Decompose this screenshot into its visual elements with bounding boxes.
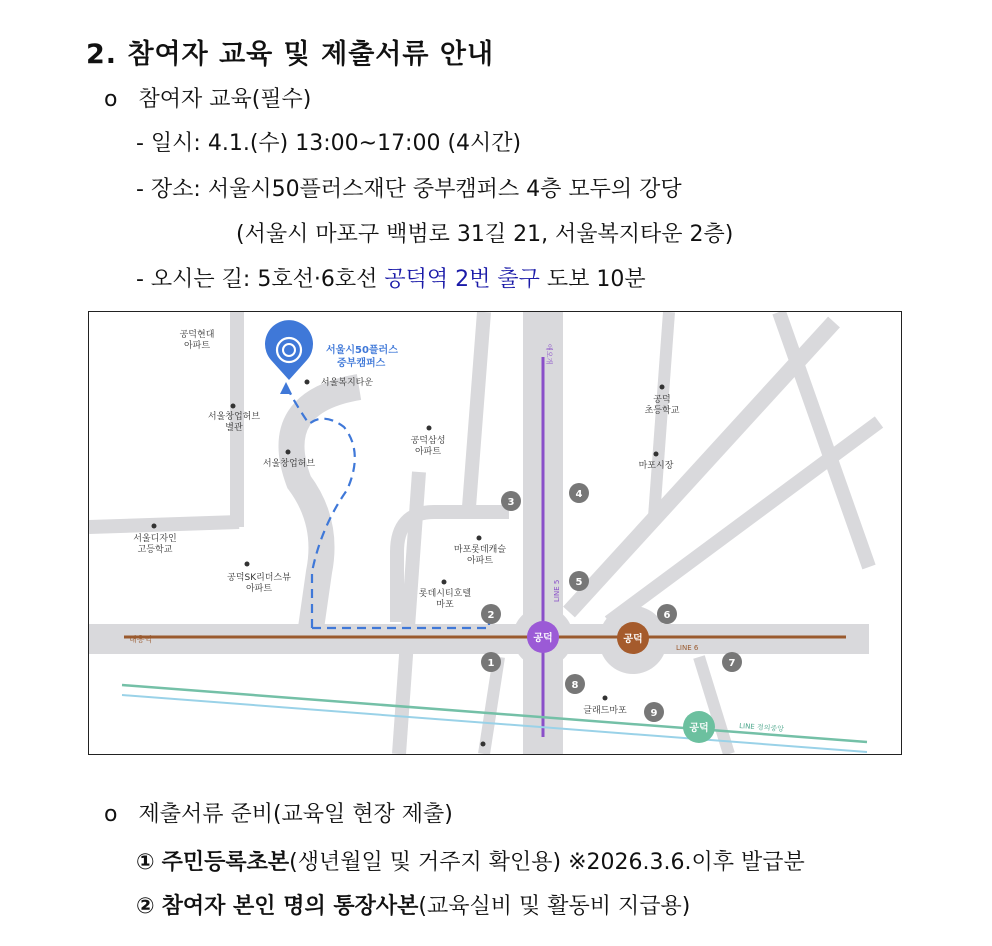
label-lotte-hotel-2: 마포 [436,600,454,610]
education-date: - 일시: 4.1.(수) 13:00~17:00 (4시간) [136,131,522,156]
section-title: 2. 참여자 교육 및 제출서류 안내 [86,39,495,70]
label-sk-1: 공덕SK리더스뷰 [227,573,291,583]
item-number: ① [136,850,155,875]
label-elementary-2: 초등학교 [644,406,680,416]
document-item-2 [136,889,690,920]
documents-heading-text: 제출서류 준비(교육일 현장 제출) [138,802,453,827]
location-map [88,311,902,755]
item-rest-text: (생년월일 및 거주지 확인용) ※2026.3.6.이후 발급분 [289,850,805,875]
label-aeogae: 애오개 [545,344,553,365]
station-line6-label: 공덕 [623,634,643,645]
label-design-school-2: 고등학교 [137,545,173,555]
education-address: (서울시 마포구 백범로 31길 21, 서울복지타운 2층) [236,222,734,247]
label-line6: LINE 6 [676,644,699,652]
exit-2: 2 [487,610,495,621]
item-bold-text: 참여자 본인 명의 통장사본 [161,894,419,919]
education-heading [104,82,311,113]
label-elementary-1: 공덕 [653,395,671,405]
label-startup-annex-1: 서울창업허브 [207,412,261,422]
exit-9: 9 [650,708,658,719]
exit-5: 5 [575,577,583,588]
label-samsung-1: 공덕삼성 [410,436,446,446]
label-sk-2: 아파트 [245,584,273,594]
item-rest-text: (교육실비 및 활동비 지급용) [418,894,691,919]
documents-heading [104,797,453,828]
label-startup-hub: 서울창업허브 [262,459,316,469]
document-item-1 [136,845,805,876]
campus-label-2: 중부캠퍼스 [337,358,386,369]
exit-1: 1 [487,658,495,669]
route-prefix: - 오시는 길: 5호선·6호선 [136,267,385,292]
label-lotte-hotel-1: 롯데시티호텔 [418,589,472,599]
exit-4: 4 [575,489,583,500]
item-bold-text: 주민등록초본 [161,850,290,875]
education-heading-text: 참여자 교육(필수) [138,87,312,112]
education-route [136,262,646,293]
label-glad-mapo: 글래드마포 [583,706,627,716]
label-daeheung: 대흥역 [129,635,153,644]
label-startup-annex-2: 별관 [225,423,243,433]
station-gyeongui-label: 공덕 [689,723,709,734]
label-gyeongui: LINE 경의중앙 [738,722,785,734]
label-lotte-castle-1: 마포롯데캐슬 [453,545,507,555]
label-gongdeok-hyundai-2: 아파트 [183,341,211,351]
roads [89,312,879,754]
exit-8: 8 [571,680,579,691]
label-gongdeok-hyundai-1: 공덕현대 [179,330,215,340]
bullet-marker: o [104,802,118,827]
label-welfare-town: 서울복지타운 [320,378,374,388]
bullet-marker: o [104,87,118,112]
exit-6: 6 [663,610,671,621]
station-line5-label: 공덕 [533,633,553,644]
label-mapo-market: 마포시장 [638,461,674,471]
item-number: ② [136,894,155,919]
exit-3: 3 [507,497,515,508]
label-line5: LINE 5 [553,579,561,602]
route-suffix: 도보 10분 [539,267,646,292]
route-highlight: 공덕역 2번 출구 [384,267,540,292]
exit-7: 7 [728,658,736,669]
education-place: - 장소: 서울시50플러스재단 중부캠퍼스 4층 모두의 강당 [136,177,682,202]
label-samsung-2: 아파트 [414,447,442,457]
route-arrow-icon [280,382,292,394]
label-design-school-1: 서울디자인 [133,534,177,544]
label-lotte-castle-2: 아파트 [466,556,494,566]
campus-label-1: 서울시50플러스 [326,345,398,356]
campus-pin-icon [265,320,313,380]
